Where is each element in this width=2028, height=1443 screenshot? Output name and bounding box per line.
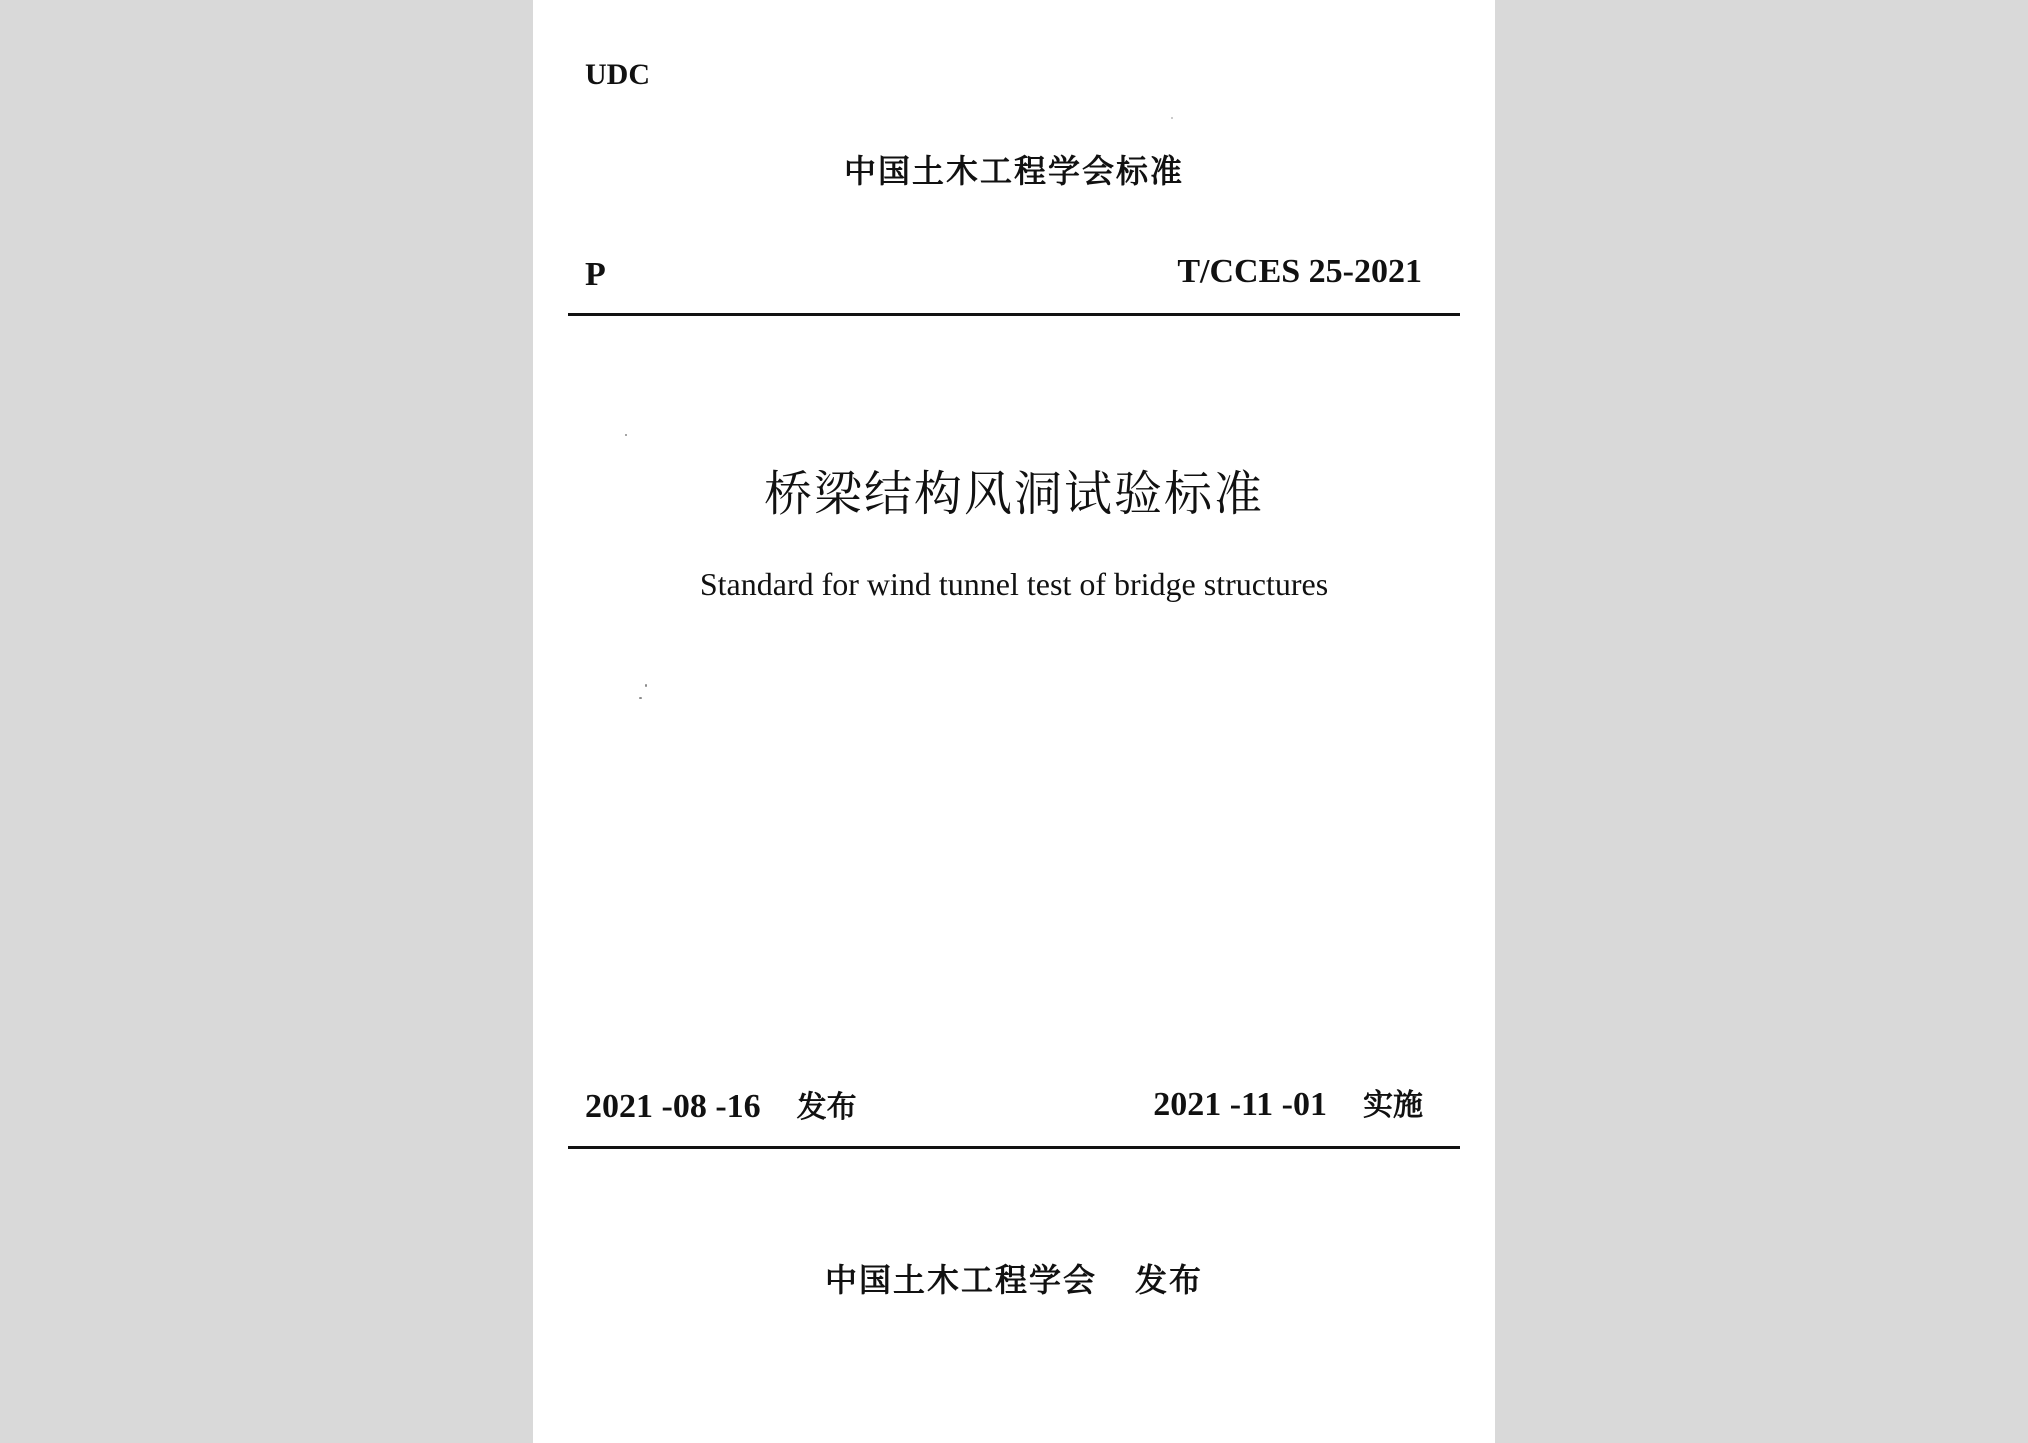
scan-speck	[639, 697, 642, 699]
standard-number: T/CCES 25-2021	[1177, 253, 1422, 290]
implement-date-line	[1153, 1080, 1423, 1124]
scan-speck	[1171, 117, 1173, 119]
document-page	[533, 0, 1495, 1443]
title-english: Standard for wind tunnel test of bridge structures	[699, 566, 1329, 602]
issue-label: 发布	[796, 1090, 857, 1125]
publisher-line	[533, 1255, 1495, 1301]
implement-label: 实施	[1363, 1088, 1423, 1123]
classification-code: P	[585, 256, 606, 293]
top-divider	[568, 313, 1460, 316]
scan-speck	[625, 434, 627, 436]
scan-speck	[645, 684, 647, 687]
issue-date: 2021 -08 -16	[585, 1088, 761, 1125]
implement-date: 2021 -11 -01	[1153, 1086, 1327, 1123]
society-standard-heading: 中国土木工程学会标准	[843, 152, 1184, 190]
issue-date-line	[585, 1082, 857, 1126]
publisher-name: 中国土木工程学会	[824, 1261, 1097, 1299]
udc-label: UDC	[585, 58, 650, 91]
bottom-divider	[568, 1146, 1460, 1149]
publisher-action: 发布	[1135, 1261, 1204, 1299]
title-chinese: 桥梁结构风洞试验标准	[763, 466, 1264, 522]
